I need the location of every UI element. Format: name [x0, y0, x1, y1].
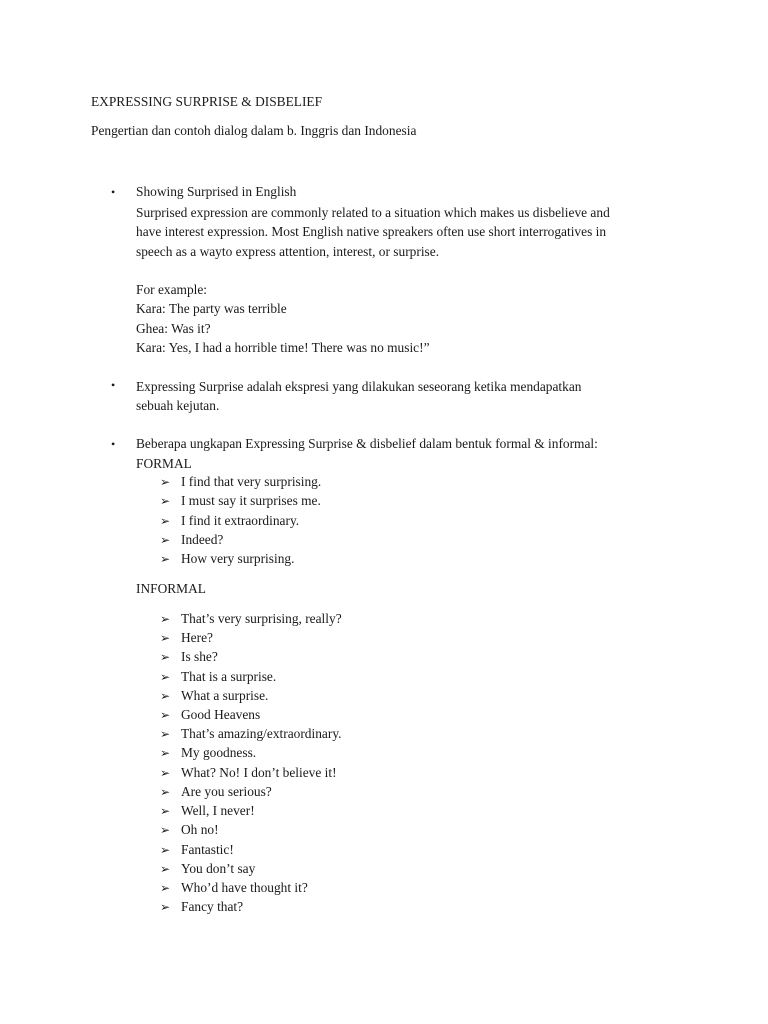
list-item-text: Is she? [181, 649, 218, 664]
arrow-bullet-icon: ➢ [160, 650, 171, 664]
dialog-line: Ghea: Was it? [136, 320, 211, 336]
list-item-text: I find it extraordinary. [181, 513, 300, 528]
arrow-bullet-icon: ➢ [160, 494, 171, 508]
arrow-bullet-icon: ➢ [160, 727, 171, 741]
list-item-text: Indeed? [181, 532, 224, 547]
section1-example [136, 280, 430, 358]
arrow-bullet-icon: ➢ [160, 670, 171, 684]
list-item-text: That is a surprise. [181, 669, 277, 684]
bullet-icon: • [111, 378, 116, 392]
arrow-bullet-icon: ➢ [160, 862, 171, 876]
arrow-bullet-icon: ➢ [160, 843, 171, 857]
list-item-text: I must say it surprises me. [181, 493, 321, 508]
list-item-text: Who’d have thought it? [181, 880, 308, 895]
arrow-bullet-icon: ➢ [160, 881, 171, 895]
list-item-text: How very surprising. [181, 551, 295, 566]
list-item-text: Are you serious? [181, 784, 272, 799]
document-subtitle: Pengertian dan contoh dialog dalam b. Inggris dan Indonesia [91, 123, 417, 138]
list-item-text: What? No! I don’t believe it! [181, 765, 337, 780]
list-item-text: That’s amazing/extraordinary. [181, 726, 342, 741]
list-item-text: Oh no! [181, 822, 219, 837]
arrow-bullet-icon: ➢ [160, 746, 171, 760]
arrow-bullet-icon: ➢ [160, 612, 171, 626]
arrow-bullet-icon: ➢ [160, 766, 171, 780]
list-item-text: What a surprise. [181, 688, 269, 703]
arrow-bullet-icon: ➢ [160, 785, 171, 799]
list-item-text: Fantastic! [181, 842, 234, 857]
arrow-bullet-icon: ➢ [160, 708, 171, 722]
paragraph-line: Expressing Surprise adalah ekspresi yang dilakukan seseorang ketika mendapatkan [136, 379, 582, 394]
paragraph-line: have interest expression. Most English native spreakers often use short interrogatives in [136, 224, 607, 240]
arrow-bullet-icon: ➢ [160, 900, 171, 914]
list-item-text: That’s very surprising, really? [181, 611, 342, 626]
bullet-icon: • [111, 437, 116, 451]
list-item-text: My goodness. [181, 745, 257, 760]
formal-label: FORMAL [136, 456, 192, 471]
list-item-text: Here? [181, 630, 213, 645]
informal-label: INFORMAL [136, 581, 206, 596]
arrow-bullet-icon: ➢ [160, 475, 171, 489]
arrow-bullet-icon: ➢ [160, 823, 171, 837]
list-item-text: I find that very surprising. [181, 474, 322, 489]
arrow-bullet-icon: ➢ [160, 514, 171, 528]
paragraph-line: speech as a wayto express attention, interest, or surprise. [136, 243, 440, 259]
section1-paragraph [136, 203, 610, 261]
arrow-bullet-icon: ➢ [160, 552, 171, 566]
dialog-line: Kara: Yes, I had a horrible time! There was no music!” [136, 340, 430, 356]
section2-paragraph [136, 377, 581, 416]
list-item-text: Well, I never! [181, 803, 255, 818]
document-title: EXPRESSING SURPRISE & DISBELIEF [91, 94, 323, 109]
arrow-bullet-icon: ➢ [160, 804, 171, 818]
section3-heading: Beberapa ungkapan Expressing Surprise & disbelief dalam bentuk formal & informal: [136, 436, 598, 451]
list-item-text: You don’t say [181, 861, 256, 876]
arrow-bullet-icon: ➢ [160, 631, 171, 645]
paragraph-line: sebuah kejutan. [136, 398, 220, 414]
paragraph-line: Surprised expression are commonly related to a situation which makes us disbelieve and [136, 205, 610, 220]
dialog-line: Kara: The party was terrible [136, 301, 287, 317]
list-item-text: Fancy that? [181, 899, 244, 914]
bullet-icon: • [111, 185, 116, 199]
arrow-bullet-icon: ➢ [160, 533, 171, 547]
arrow-bullet-icon: ➢ [160, 689, 171, 703]
list-item-text: Good Heavens [181, 707, 261, 722]
example-label: For example: [136, 282, 208, 297]
section1-heading: Showing Surprised in English [136, 184, 297, 199]
